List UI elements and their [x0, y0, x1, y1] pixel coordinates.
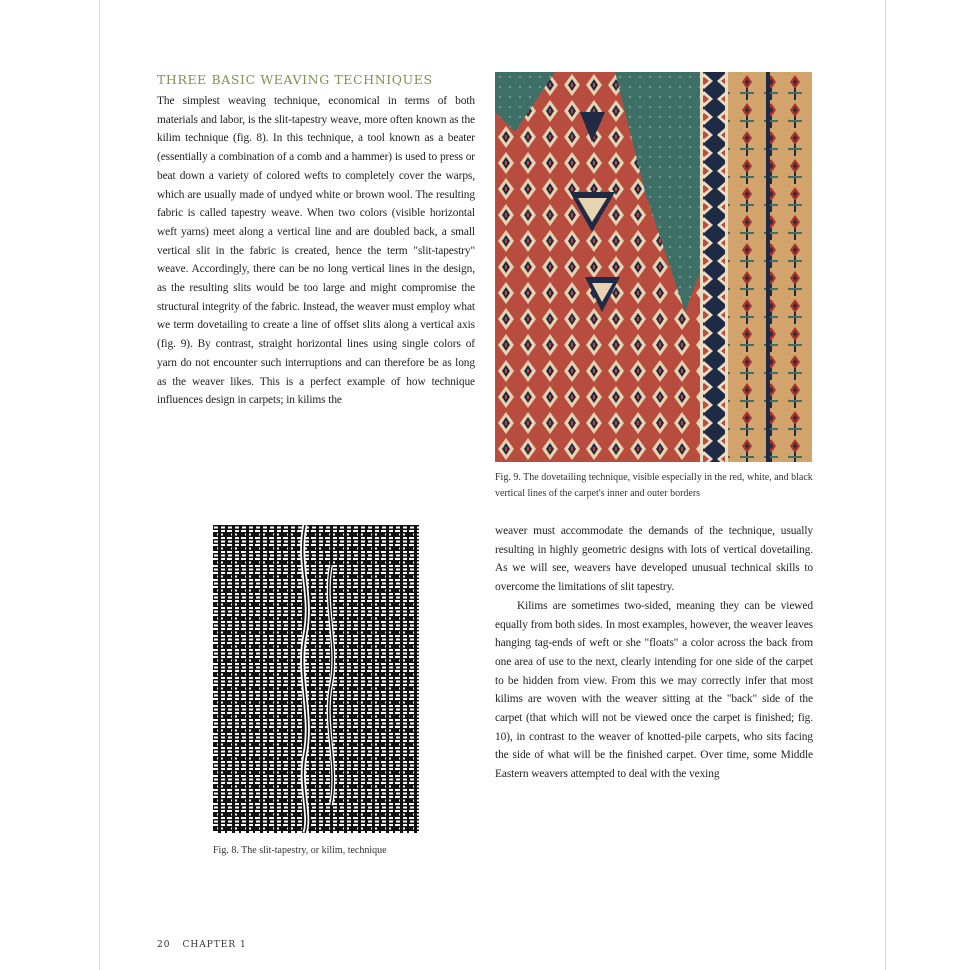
- left-column-text: [157, 92, 475, 410]
- body-paragraph: Kilims are sometimes two-sided, meaning they can be viewed equally from both sides. In most examples, however, the weaver leaves hanging tag-ends of weft or she "floats" a color across the back from one area of use to the next, clearly intending for one side of the carpet to be hidden from view. From this we may correctly infer that most kilims are woven with the weaver sitting at the "back" side of the carpet (that which will not be viewed once the carpet is finished; fig. 10), in contrast to the weaver of knotted-pile carpets, who sits facing the side of what will be the finished carpet. Over time, some Middle Eastern weavers attempted to deal with the vexing: [495, 599, 813, 781]
- section-heading: THREE BASIC WEAVING TECHNIQUES: [157, 72, 433, 87]
- page-footer: [157, 940, 259, 950]
- fig8-caption: Fig. 8. The slit-tapestry, or kilim, technique: [213, 845, 387, 856]
- page-number: 20: [157, 940, 171, 950]
- body-paragraph: weaver must accommodate the demands of the technique, usually resulting in highly geometric designs with lots of vertical dovetailing. As we will see, weavers have developed unusual technical skills to overcome the limitations of slit tapestry.: [495, 525, 813, 594]
- right-column-text: [495, 522, 813, 784]
- chapter-label: CHAPTER 1: [182, 940, 247, 950]
- body-paragraph: The simplest weaving technique, economical in terms of both materials and labor, is the slit-tapestry weave, more often known as the kilim technique (fig. 8). In this technique, a tool known as a beater (essentially a combination of a comb and a hammer) is used to press or beat down a variety of colored wefts to completely cover the warps, which are usually made of undyed white or brown wool. The resulting fabric is called tapestry weave. When two colors (visible horizontal weft yarns) meet along a vertical line and are doubled back, a small vertical slit in the fabric is created, hence the term "slit-tapestry" weave. Accordingly, there can be no long vertical lines in the design, as the resulting slits would be too large and might compromise the structural integrity of the fabric. Instead, the weaver must employ what we term dovetailing to create a line of offset slits along a vertical axis (fig. 9). By contrast, straight horizontal lines using single colors of yarn do not encounter such interruptions and can therefore be as long as the weaver likes. This is a perfect example of how technique influences design in carpets; in kilims the: [157, 95, 475, 407]
- kilim-photograph: [495, 72, 812, 462]
- fig9-caption: Fig. 9. The dovetailing technique, visible especially in the red, white, and black vertical lines of the carpet's inner and outer borders: [495, 472, 813, 499]
- slit-tapestry-diagram: [213, 525, 419, 833]
